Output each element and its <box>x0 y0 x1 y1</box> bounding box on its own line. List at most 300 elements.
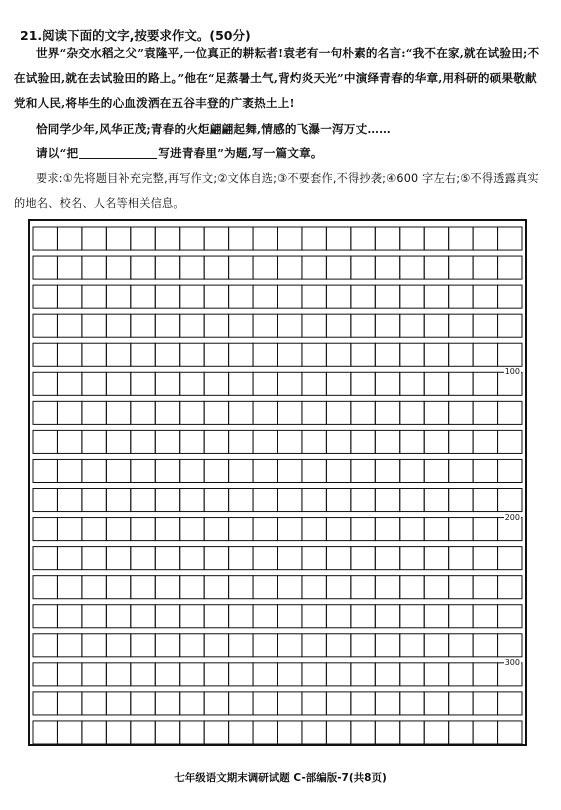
grid-cell[interactable] <box>326 401 350 424</box>
grid-cell[interactable] <box>473 634 497 657</box>
grid-cell[interactable] <box>131 663 155 686</box>
grid-cell[interactable] <box>375 605 399 628</box>
grid-cell[interactable] <box>57 459 81 482</box>
grid-cell[interactable] <box>180 721 204 744</box>
grid-cell[interactable] <box>302 401 326 424</box>
grid-cell[interactable] <box>400 227 424 250</box>
grid-cell[interactable] <box>33 489 57 512</box>
grid-cell[interactable] <box>424 256 448 279</box>
grid-cell[interactable] <box>400 576 424 599</box>
grid-cell[interactable] <box>82 663 106 686</box>
grid-cell[interactable] <box>57 489 81 512</box>
grid-cell[interactable] <box>278 663 302 686</box>
grid-cell[interactable] <box>498 314 522 337</box>
grid-cell[interactable] <box>229 227 253 250</box>
grid-cell[interactable] <box>278 489 302 512</box>
grid-cell[interactable] <box>424 547 448 570</box>
grid-cell[interactable] <box>498 227 522 250</box>
grid-cell[interactable] <box>375 721 399 744</box>
grid-cell[interactable] <box>131 401 155 424</box>
grid-cell[interactable] <box>33 634 57 657</box>
grid-cell[interactable] <box>351 314 375 337</box>
grid-cell[interactable] <box>498 576 522 599</box>
grid-cell[interactable] <box>400 285 424 308</box>
grid-cell[interactable] <box>375 576 399 599</box>
grid-cell[interactable] <box>131 634 155 657</box>
grid-cell[interactable] <box>155 576 179 599</box>
grid-cell[interactable] <box>253 372 277 395</box>
grid-cell[interactable] <box>375 430 399 453</box>
grid-cell[interactable] <box>400 314 424 337</box>
grid-cell[interactable] <box>473 576 497 599</box>
grid-cell[interactable] <box>155 605 179 628</box>
grid-cell[interactable] <box>278 518 302 541</box>
grid-cell[interactable] <box>253 285 277 308</box>
grid-cell[interactable] <box>302 721 326 744</box>
grid-cell[interactable] <box>302 285 326 308</box>
grid-cell[interactable] <box>33 314 57 337</box>
grid-cell[interactable] <box>57 401 81 424</box>
grid-cell[interactable] <box>204 227 228 250</box>
grid-cell[interactable] <box>229 430 253 453</box>
grid-cell[interactable] <box>229 285 253 308</box>
grid-cell[interactable] <box>400 343 424 366</box>
grid-cell[interactable] <box>33 343 57 366</box>
grid-cell[interactable] <box>278 576 302 599</box>
grid-cell[interactable] <box>351 401 375 424</box>
grid-cell[interactable] <box>400 605 424 628</box>
grid-cell[interactable] <box>302 489 326 512</box>
grid-cell[interactable] <box>278 547 302 570</box>
grid-cell[interactable] <box>204 692 228 715</box>
grid-cell[interactable] <box>424 401 448 424</box>
grid-cell[interactable] <box>424 663 448 686</box>
grid-cell[interactable] <box>131 547 155 570</box>
grid-cell[interactable] <box>400 256 424 279</box>
grid-cell[interactable] <box>82 692 106 715</box>
grid-cell[interactable] <box>473 721 497 744</box>
grid-cell[interactable] <box>351 343 375 366</box>
grid-cell[interactable] <box>400 634 424 657</box>
grid-cell[interactable] <box>131 372 155 395</box>
grid-cell[interactable] <box>106 663 130 686</box>
grid-cell[interactable] <box>131 285 155 308</box>
grid-cell[interactable] <box>155 314 179 337</box>
grid-cell[interactable] <box>351 634 375 657</box>
grid-cell[interactable] <box>473 256 497 279</box>
grid-cell[interactable] <box>278 314 302 337</box>
grid-cell[interactable] <box>33 372 57 395</box>
grid-cell[interactable] <box>33 547 57 570</box>
grid-cell[interactable] <box>278 227 302 250</box>
grid-cell[interactable] <box>180 401 204 424</box>
grid-cell[interactable] <box>449 489 473 512</box>
grid-cell[interactable] <box>82 256 106 279</box>
grid-cell[interactable] <box>302 256 326 279</box>
grid-cell[interactable] <box>106 314 130 337</box>
grid-cell[interactable] <box>326 227 350 250</box>
grid-cell[interactable] <box>400 547 424 570</box>
grid-cell[interactable] <box>498 547 522 570</box>
grid-cell[interactable] <box>106 721 130 744</box>
grid-cell[interactable] <box>57 634 81 657</box>
grid-cell[interactable] <box>33 459 57 482</box>
grid-cell[interactable] <box>302 605 326 628</box>
grid-cell[interactable] <box>375 227 399 250</box>
grid-cell[interactable] <box>400 430 424 453</box>
grid-cell[interactable] <box>424 314 448 337</box>
grid-cell[interactable] <box>229 518 253 541</box>
grid-cell[interactable] <box>82 547 106 570</box>
grid-cell[interactable] <box>302 663 326 686</box>
grid-cell[interactable] <box>57 372 81 395</box>
grid-cell[interactable] <box>449 547 473 570</box>
grid-cell[interactable] <box>57 343 81 366</box>
grid-cell[interactable] <box>253 605 277 628</box>
grid-cell[interactable] <box>449 430 473 453</box>
grid-cell[interactable] <box>473 518 497 541</box>
grid-cell[interactable] <box>82 285 106 308</box>
grid-cell[interactable] <box>498 634 522 657</box>
grid-cell[interactable] <box>106 576 130 599</box>
grid-cell[interactable] <box>131 605 155 628</box>
grid-cell[interactable] <box>400 372 424 395</box>
grid-cell[interactable] <box>229 372 253 395</box>
grid-cell[interactable] <box>278 285 302 308</box>
grid-cell[interactable] <box>326 314 350 337</box>
grid-cell[interactable] <box>82 372 106 395</box>
grid-cell[interactable] <box>82 227 106 250</box>
grid-cell[interactable] <box>57 576 81 599</box>
grid-cell[interactable] <box>155 547 179 570</box>
grid-cell[interactable] <box>204 256 228 279</box>
grid-cell[interactable] <box>326 285 350 308</box>
grid-cell[interactable] <box>106 692 130 715</box>
grid-cell[interactable] <box>326 372 350 395</box>
grid-cell[interactable] <box>204 605 228 628</box>
grid-cell[interactable] <box>278 256 302 279</box>
grid-cell[interactable] <box>375 663 399 686</box>
grid-cell[interactable] <box>253 227 277 250</box>
grid-cell[interactable] <box>57 256 81 279</box>
title-blank[interactable] <box>79 146 157 159</box>
grid-cell[interactable] <box>351 692 375 715</box>
grid-cell[interactable] <box>106 634 130 657</box>
grid-cell[interactable] <box>155 663 179 686</box>
grid-cell[interactable] <box>449 576 473 599</box>
grid-cell[interactable] <box>106 547 130 570</box>
grid-cell[interactable] <box>155 343 179 366</box>
grid-cell[interactable] <box>278 692 302 715</box>
grid-cell[interactable] <box>131 576 155 599</box>
grid-cell[interactable] <box>449 343 473 366</box>
grid-cell[interactable] <box>204 459 228 482</box>
grid-cell[interactable] <box>229 459 253 482</box>
grid-cell[interactable] <box>326 343 350 366</box>
grid-cell[interactable] <box>326 459 350 482</box>
grid-cell[interactable] <box>302 314 326 337</box>
grid-cell[interactable] <box>449 692 473 715</box>
grid-cell[interactable] <box>229 605 253 628</box>
grid-cell[interactable] <box>131 430 155 453</box>
grid-cell[interactable] <box>302 547 326 570</box>
grid-cell[interactable] <box>326 489 350 512</box>
grid-cell[interactable] <box>229 489 253 512</box>
grid-cell[interactable] <box>155 401 179 424</box>
grid-cell[interactable] <box>33 576 57 599</box>
grid-cell[interactable] <box>106 256 130 279</box>
grid-cell[interactable] <box>204 314 228 337</box>
grid-cell[interactable] <box>498 692 522 715</box>
grid-cell[interactable] <box>400 692 424 715</box>
grid-cell[interactable] <box>131 343 155 366</box>
grid-cell[interactable] <box>131 721 155 744</box>
grid-cell[interactable] <box>106 401 130 424</box>
grid-cell[interactable] <box>375 459 399 482</box>
grid-cell[interactable] <box>473 314 497 337</box>
grid-cell[interactable] <box>424 576 448 599</box>
grid-cell[interactable] <box>498 605 522 628</box>
answer-grid[interactable] <box>28 219 527 746</box>
grid-cell[interactable] <box>33 256 57 279</box>
grid-cell[interactable] <box>302 372 326 395</box>
grid-cell[interactable] <box>106 518 130 541</box>
grid-cell[interactable] <box>33 721 57 744</box>
grid-cell[interactable] <box>424 372 448 395</box>
grid-cell[interactable] <box>253 489 277 512</box>
grid-cell[interactable] <box>106 430 130 453</box>
grid-cell[interactable] <box>82 401 106 424</box>
grid-cell[interactable] <box>180 576 204 599</box>
grid-cell[interactable] <box>473 401 497 424</box>
grid-cell[interactable] <box>449 605 473 628</box>
grid-cell[interactable] <box>33 430 57 453</box>
grid-cell[interactable] <box>375 518 399 541</box>
grid-cell[interactable] <box>400 663 424 686</box>
grid-cell[interactable] <box>326 518 350 541</box>
grid-cell[interactable] <box>326 692 350 715</box>
grid-cell[interactable] <box>302 227 326 250</box>
grid-cell[interactable] <box>326 634 350 657</box>
grid-cell[interactable] <box>106 459 130 482</box>
grid-cell[interactable] <box>253 459 277 482</box>
grid-cell[interactable] <box>473 372 497 395</box>
grid-cell[interactable] <box>57 547 81 570</box>
grid-cell[interactable] <box>400 401 424 424</box>
grid-cell[interactable] <box>106 489 130 512</box>
grid-cell[interactable] <box>155 372 179 395</box>
grid-cell[interactable] <box>449 256 473 279</box>
grid-cell[interactable] <box>351 256 375 279</box>
grid-cell[interactable] <box>351 605 375 628</box>
grid-cell[interactable] <box>424 518 448 541</box>
grid-cell[interactable] <box>155 285 179 308</box>
grid-cell[interactable] <box>155 227 179 250</box>
grid-cell[interactable] <box>253 401 277 424</box>
grid-cell[interactable] <box>33 401 57 424</box>
grid-cell[interactable] <box>473 547 497 570</box>
grid-cell[interactable] <box>498 401 522 424</box>
grid-cell[interactable] <box>375 285 399 308</box>
grid-cell[interactable] <box>229 314 253 337</box>
grid-cell[interactable] <box>82 576 106 599</box>
grid-cell[interactable] <box>351 547 375 570</box>
grid-cell[interactable] <box>351 576 375 599</box>
grid-cell[interactable] <box>449 459 473 482</box>
grid-cell[interactable] <box>131 692 155 715</box>
grid-cell[interactable] <box>302 518 326 541</box>
grid-cell[interactable] <box>131 518 155 541</box>
grid-cell[interactable] <box>57 227 81 250</box>
grid-cell[interactable] <box>131 256 155 279</box>
grid-cell[interactable] <box>400 721 424 744</box>
grid-cell[interactable] <box>375 634 399 657</box>
grid-cell[interactable] <box>253 343 277 366</box>
grid-cell[interactable] <box>473 605 497 628</box>
grid-cell[interactable] <box>375 489 399 512</box>
grid-cell[interactable] <box>33 692 57 715</box>
grid-cell[interactable] <box>180 372 204 395</box>
grid-cell[interactable] <box>449 285 473 308</box>
grid-cell[interactable] <box>155 518 179 541</box>
grid-cell[interactable] <box>351 459 375 482</box>
grid-cell[interactable] <box>498 721 522 744</box>
grid-cell[interactable] <box>253 518 277 541</box>
grid-cell[interactable] <box>278 459 302 482</box>
grid-cell[interactable] <box>424 430 448 453</box>
grid-cell[interactable] <box>449 314 473 337</box>
grid-cell[interactable] <box>180 489 204 512</box>
grid-cell[interactable] <box>253 576 277 599</box>
grid-cell[interactable] <box>400 459 424 482</box>
grid-cell[interactable] <box>449 401 473 424</box>
grid-cell[interactable] <box>57 518 81 541</box>
grid-cell[interactable] <box>473 489 497 512</box>
grid-cell[interactable] <box>326 430 350 453</box>
grid-cell[interactable] <box>326 605 350 628</box>
grid-cell[interactable] <box>180 605 204 628</box>
grid-cell[interactable] <box>180 663 204 686</box>
grid-cell[interactable] <box>498 285 522 308</box>
grid-cell[interactable] <box>57 721 81 744</box>
grid-cell[interactable] <box>278 634 302 657</box>
grid-cell[interactable] <box>204 372 228 395</box>
grid-cell[interactable] <box>82 605 106 628</box>
grid-cell[interactable] <box>473 285 497 308</box>
grid-cell[interactable] <box>498 489 522 512</box>
grid-cell[interactable] <box>375 547 399 570</box>
grid-cell[interactable] <box>82 721 106 744</box>
grid-cell[interactable] <box>375 256 399 279</box>
grid-cell[interactable] <box>82 343 106 366</box>
grid-cell[interactable] <box>229 721 253 744</box>
grid-cell[interactable] <box>180 314 204 337</box>
grid-cell[interactable] <box>253 547 277 570</box>
grid-cell[interactable] <box>302 634 326 657</box>
grid-cell[interactable] <box>204 430 228 453</box>
grid-cell[interactable] <box>326 576 350 599</box>
grid-cell[interactable] <box>57 314 81 337</box>
grid-cell[interactable] <box>82 459 106 482</box>
grid-cell[interactable] <box>351 227 375 250</box>
grid-cell[interactable] <box>180 459 204 482</box>
grid-cell[interactable] <box>180 256 204 279</box>
grid-cell[interactable] <box>326 721 350 744</box>
grid-cell[interactable] <box>253 692 277 715</box>
grid-cell[interactable] <box>449 634 473 657</box>
grid-cell[interactable] <box>351 518 375 541</box>
grid-cell[interactable] <box>253 634 277 657</box>
grid-cell[interactable] <box>57 605 81 628</box>
grid-cell[interactable] <box>180 430 204 453</box>
grid-cell[interactable] <box>424 489 448 512</box>
grid-cell[interactable] <box>33 663 57 686</box>
grid-cell[interactable] <box>375 401 399 424</box>
grid-cell[interactable] <box>449 721 473 744</box>
grid-cell[interactable] <box>351 285 375 308</box>
grid-cell[interactable] <box>204 576 228 599</box>
grid-cell[interactable] <box>57 430 81 453</box>
grid-cell[interactable] <box>253 430 277 453</box>
grid-cell[interactable] <box>302 343 326 366</box>
grid-cell[interactable] <box>155 634 179 657</box>
grid-cell[interactable] <box>498 459 522 482</box>
grid-cell[interactable] <box>351 430 375 453</box>
grid-cell[interactable] <box>155 721 179 744</box>
grid-cell[interactable] <box>424 459 448 482</box>
grid-cell[interactable] <box>155 489 179 512</box>
grid-cell[interactable] <box>82 489 106 512</box>
grid-cell[interactable] <box>229 692 253 715</box>
grid-cell[interactable] <box>473 692 497 715</box>
grid-cell[interactable] <box>155 692 179 715</box>
grid-cell[interactable] <box>229 256 253 279</box>
grid-cell[interactable] <box>33 227 57 250</box>
grid-cell[interactable] <box>351 372 375 395</box>
grid-cell[interactable] <box>278 372 302 395</box>
grid-cell[interactable] <box>57 692 81 715</box>
grid-cell[interactable] <box>449 518 473 541</box>
grid-cell[interactable] <box>498 256 522 279</box>
grid-cell[interactable] <box>278 401 302 424</box>
grid-cell[interactable] <box>351 489 375 512</box>
grid-cell[interactable] <box>131 227 155 250</box>
grid-cell[interactable] <box>106 227 130 250</box>
grid-cell[interactable] <box>449 372 473 395</box>
grid-cell[interactable] <box>33 285 57 308</box>
grid-cell[interactable] <box>253 663 277 686</box>
grid-cell[interactable] <box>375 343 399 366</box>
grid-cell[interactable] <box>278 430 302 453</box>
grid-cell[interactable] <box>180 692 204 715</box>
grid-cell[interactable] <box>204 721 228 744</box>
grid-cell[interactable] <box>106 605 130 628</box>
grid-cell[interactable] <box>400 518 424 541</box>
grid-cell[interactable] <box>180 634 204 657</box>
grid-cell[interactable] <box>82 634 106 657</box>
grid-cell[interactable] <box>473 343 497 366</box>
grid-cell[interactable] <box>473 430 497 453</box>
grid-cell[interactable] <box>498 430 522 453</box>
grid-cell[interactable] <box>473 227 497 250</box>
grid-cell[interactable] <box>424 634 448 657</box>
grid-cell[interactable] <box>326 663 350 686</box>
grid-cell[interactable] <box>278 721 302 744</box>
grid-cell[interactable] <box>57 285 81 308</box>
grid-cell[interactable] <box>473 663 497 686</box>
grid-cell[interactable] <box>155 256 179 279</box>
grid-cell[interactable] <box>180 227 204 250</box>
